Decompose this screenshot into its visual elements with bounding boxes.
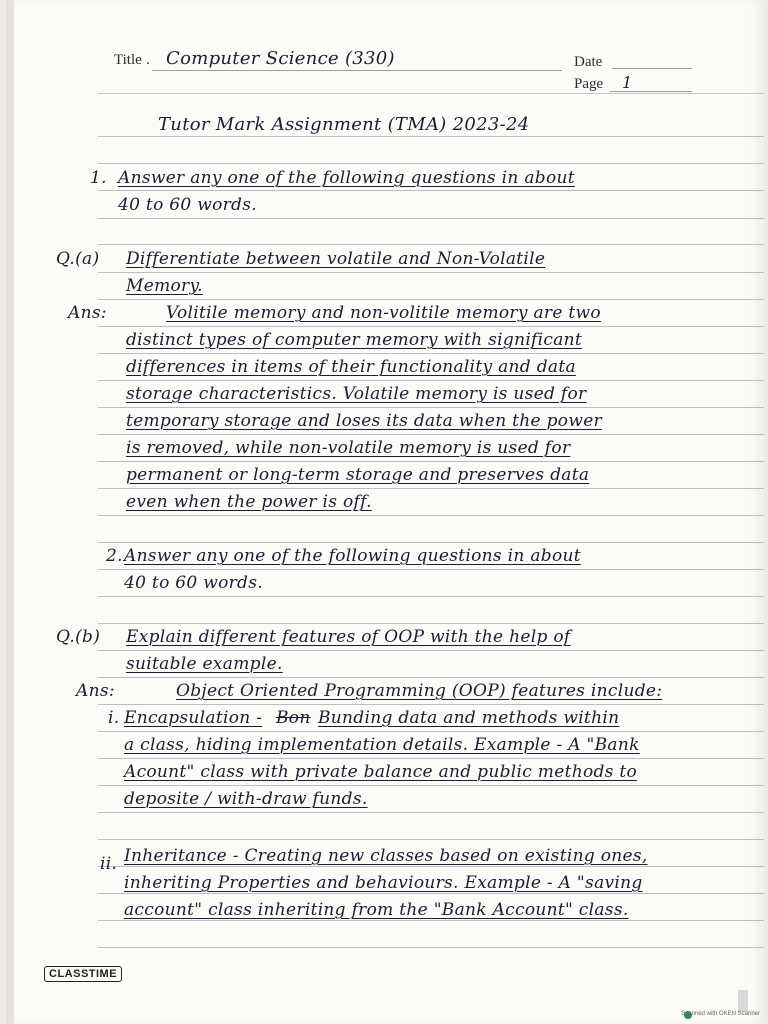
answer-a-line: is removed, while non-volatile memory is used for bbox=[126, 438, 571, 458]
classtime-logo: CLASSTIME bbox=[44, 966, 122, 982]
question-number-2: 2. bbox=[106, 546, 123, 566]
encapsulation-line: Bunding data and methods within bbox=[318, 708, 620, 728]
encapsulation-label: Encapsulation - bbox=[124, 708, 263, 728]
answer-label-a: Ans: bbox=[68, 303, 107, 323]
instruction-2-line-2: 40 to 60 words. bbox=[124, 573, 263, 593]
question-a-line-1: Differentiate between volatile and Non-Volatile bbox=[126, 249, 546, 269]
answer-a-line: storage characteristics. Volatile memory is used for bbox=[126, 384, 587, 404]
instruction-1-line-2: 40 to 60 words. bbox=[118, 195, 257, 215]
encapsulation-line: deposite / with-draw funds. bbox=[124, 789, 368, 809]
question-b-line-2: suitable example. bbox=[126, 654, 283, 674]
answer-a-line: differences in items of their functionality and data bbox=[126, 357, 576, 377]
assignment-heading: Tutor Mark Assignment (TMA) 2023-24 bbox=[158, 114, 530, 135]
page-corner bbox=[738, 990, 748, 1012]
item-marker-i: i. bbox=[108, 708, 120, 728]
page-label: Page bbox=[574, 76, 604, 92]
encapsulation-line: Acount" class with private balance and public methods to bbox=[124, 762, 638, 782]
date-underline bbox=[612, 68, 692, 69]
inheritance-line: inheriting Properties and behaviours. Example - A "saving bbox=[124, 873, 643, 893]
title-label: Title bbox=[114, 52, 142, 68]
notebook-page: Title . Computer Science (330) Date Page 1 Tutor Mark Assignment (TMA) 2023-24 1. Answer any one of the following questions in about 40 to 60 words. Q.(a) Differentiate between volatile and Non-Volatile Memory. Ans: Volitile memory and non-volitile memory are two distinct types of computer memory with significant differences in items of their functionality and data storage characteristics. Volatile memory is used for temporary storage and loses its data when the power is removed, while non-volatile memory is used for permanent or long-term storage and preserves data even when the power is off. 2. Answer any one of the following questions in about 40 to 60 words. Q.(b) Explain different features of OOP with the help of suitable example. Ans: Object Oriented Programming (OOP) features include: i. Encapsulation - Bon Bunding data and methods within a class, hiding implementation details. Example - A "Bank Acount" class with private balance and public methods to deposite / with-draw funds. ii. Inheritance - Creating new classes based on existing ones, inheriting Properties and behaviours. Example - A "saving account" class inheriting from the "Bank Account" class. CLASSTIME bbox=[6, 0, 764, 1024]
question-label-b: Q.(b) bbox=[56, 627, 101, 647]
inheritance-line: account" class inheriting from the "Bank Account" class. bbox=[124, 900, 629, 920]
page-left-edge bbox=[6, 0, 14, 1024]
answer-label-b: Ans: bbox=[76, 681, 115, 701]
instruction-2-line-1: Answer any one of the following questions in about bbox=[124, 546, 581, 566]
instruction-1-line-1: Answer any one of the following questions in about bbox=[118, 168, 575, 188]
page-underline bbox=[610, 91, 692, 92]
answer-a-line: permanent or long-term storage and preserves data bbox=[126, 465, 590, 485]
answer-b-intro: Object Oriented Programming (OOP) features include: bbox=[176, 681, 663, 701]
question-label-a: Q.(a) bbox=[56, 249, 100, 269]
question-number-1: 1. bbox=[90, 168, 107, 188]
question-b-line-1: Explain different features of OOP with the help of bbox=[126, 627, 571, 647]
answer-a-line: temporary storage and loses its data when the power bbox=[126, 411, 602, 431]
scanner-watermark: Scanned with OKEN Scanner bbox=[681, 1011, 760, 1017]
answer-a-line: Volitile memory and non-volitile memory are two bbox=[166, 303, 601, 323]
inheritance-line: Inheritance - Creating new classes based on existing ones, bbox=[124, 846, 648, 866]
title-underline bbox=[152, 70, 562, 71]
title-value: Computer Science (330) bbox=[166, 48, 395, 69]
question-a-line-2: Memory. bbox=[126, 276, 203, 296]
date-label: Date bbox=[574, 54, 603, 70]
answer-a-line: even when the power is off. bbox=[126, 492, 372, 512]
encapsulation-line: a class, hiding implementation details. Example - A "Bank bbox=[124, 735, 640, 755]
struck-word: Bon bbox=[276, 708, 311, 728]
answer-a-line: distinct types of computer memory with significant bbox=[126, 330, 583, 350]
item-marker-ii: ii. bbox=[100, 854, 118, 874]
page-number: 1 bbox=[622, 73, 633, 92]
